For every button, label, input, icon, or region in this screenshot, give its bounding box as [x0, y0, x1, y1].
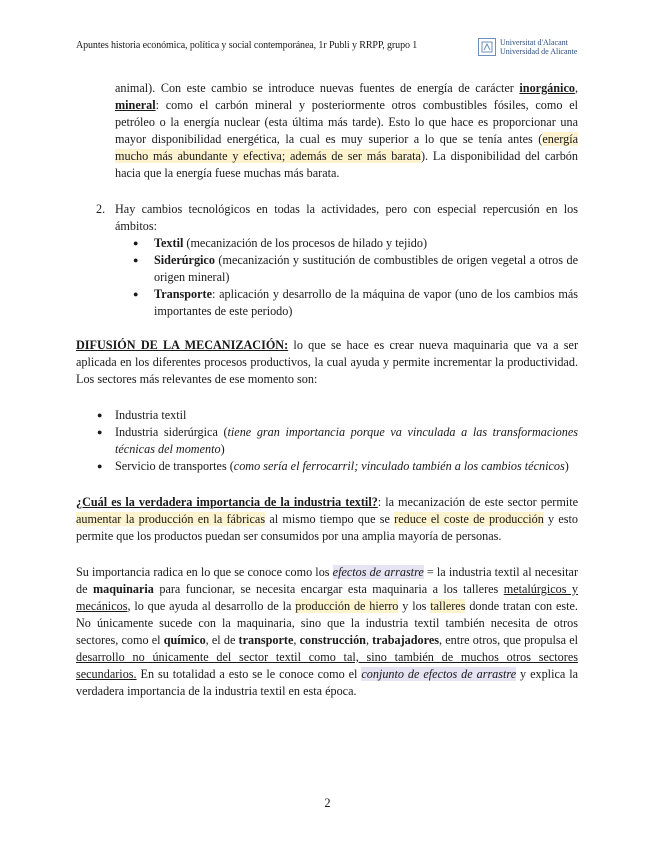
- list-item: ● Textil (mecanización de los procesos de hilado y tejido): [115, 235, 578, 252]
- difusion-paragraph: DIFUSIÓN DE LA MECANIZACIÓN: lo que se hace es crear nueva maquinaria que va a ser aplicada en los diferentes procesos productivos, la cual ayuda y permite incrementar la productividad. Los sectores más relevantes de ese momento son:: [76, 338, 578, 386]
- item-intro: Hay cambios tecnológicos en todas la actividades, pero con especial repercusión en los ámbitos:: [115, 202, 578, 233]
- sectors-list: [76, 407, 578, 475]
- list-item: ● Siderúrgico (mecanización y sustitución de combustibles de origen vegetal a otros de origen mineral): [115, 252, 578, 286]
- document-body: [76, 80, 578, 700]
- section-heading: DIFUSIÓN DE LA MECANIZACIÓN:: [76, 338, 289, 352]
- university-seal-icon: [478, 38, 496, 56]
- item-number: 2.: [96, 202, 106, 216]
- continuation-paragraph: animal). Con este cambio se introduce nuevas fuentes de energía de carácter inorgánico, mineral: como el carbón mineral y posteriormente otros combustibles fósiles, como el petróleo o la energía nuclear (esta última más tarde). Esto lo que hace es proporcionar una mayor disponibilidad energética, la cual es muy superior a lo que se tenía antes (energía mucho más abundante y efectiva; además de ser más barata). La disponibilidad del carbón hacia que la energía fuese muchas más barata.: [115, 81, 578, 180]
- list-item: ● Industria siderúrgica (tiene gran importancia porque va vinculada a las transformaciones técnicas del momento): [76, 424, 578, 458]
- list-item: ● Industria textil: [76, 407, 578, 424]
- university-logo: [478, 36, 578, 58]
- page-number: 2: [324, 796, 331, 810]
- list-item: ● Servicio de transportes (como sería el ferrocarril; vinculado también a los cambios técnicos): [76, 458, 578, 475]
- technology-areas-list: [115, 235, 578, 320]
- logo-line-1: Universitat d'Alacant: [500, 38, 568, 47]
- numbered-item-2: [76, 201, 578, 320]
- list-item: ● Transporte: aplicación y desarrollo de la máquina de vapor (uno de los cambios más importantes de este periodo): [115, 286, 578, 320]
- logo-line-2: Universidad de Alicante: [500, 47, 578, 56]
- header-title: Apuntes historia económica, política y social contemporánea, 1r Publi y RRPP, grupo 1: [76, 40, 418, 51]
- question-paragraph: ¿Cuál es la verdadera importancia de la industria textil?: la mecanización de este sector permite aumentar la producción en la fábricas al mismo tiempo que se reduce el coste de producción y esto permite que los productos puedan ser consumidos por una amplia mayoría de personas.: [76, 495, 579, 543]
- arrastre-paragraph: Su importancia radica en lo que se conoce como los efectos de arrastre = la industria textil al necesitar de maquinaria para funcionar, se necesita encargar esta maquinaria a los talleres metalúrgicos y mecánicos, lo que ayuda al desarrollo de la producción de hierro y los talleres donde tratan con este. No únicamente sucede con la maquinaria, sino que la industria textil también necesita de otros sectores, como el químico, el de transporte, construcción, trabajadores, entre otros, que propulsa el desarrollo no únicamente del sector textil como tal, sino también de muchos otros sectores secundarios. En su totalidad a esto se le conoce como el conjunto de efectos de arrastre y explica la verdadera importancia de la industria textil en esta época.: [76, 565, 579, 698]
